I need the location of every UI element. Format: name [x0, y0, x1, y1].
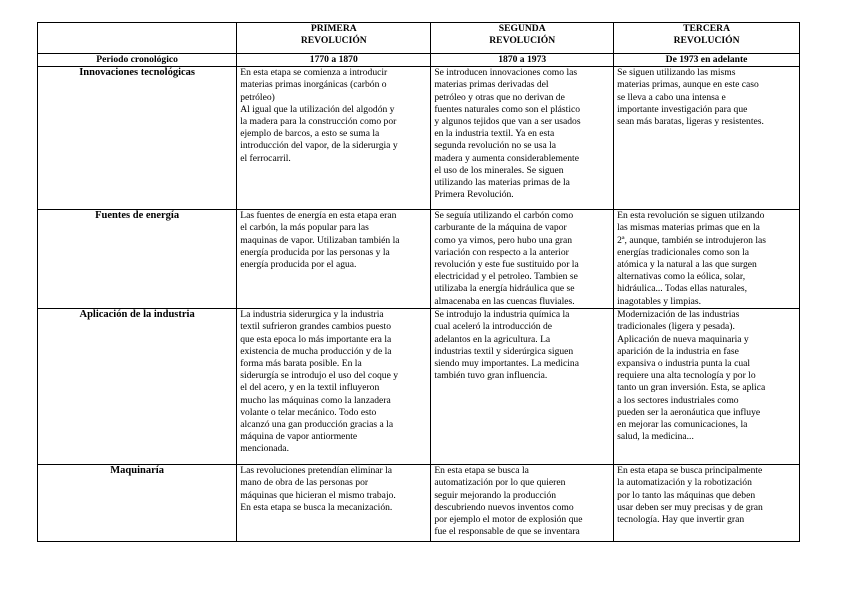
- cell-text-line: como ya vimos, pero hubo una gran: [434, 234, 573, 246]
- header-tercera-line2: REVOLUCIÓN: [673, 35, 740, 47]
- cell-text-line: En esta etapa se busca la mecanización.: [240, 501, 393, 513]
- cell-primera: [237, 309, 431, 465]
- cell-tercera: [614, 309, 800, 465]
- cell-text-line: y algunos tejidos que van a ser usados: [434, 116, 581, 128]
- header-empty-cell: [38, 23, 237, 54]
- header-row: [38, 23, 800, 54]
- cell-text-line: variación con respecto a la anterior: [434, 246, 569, 258]
- cell-text-line: industrias textil y siderúrgica siguen: [434, 345, 574, 357]
- cell-text-line: a los sectores industriales como: [617, 394, 739, 406]
- cell-text-line: salud, la medicina...: [617, 431, 694, 443]
- table-row: [38, 210, 800, 309]
- cell-text-line: forma más barata posible. En la: [240, 358, 362, 370]
- cell-text-line: introducción del vapor, de la siderurgia y: [240, 140, 398, 152]
- periodo-primera: 1770 a 1870: [237, 54, 431, 67]
- header-primera-line1: PRIMERA: [310, 23, 357, 34]
- cell-text-line: La industria siderurgica y la industria: [240, 309, 384, 321]
- cell-text-line: materias primas, aunque en este caso: [617, 79, 759, 91]
- cell-text-line: utilizaba la energía hidráulica que se: [434, 283, 575, 295]
- row-label: Aplicación de la industria: [38, 309, 237, 465]
- cell-text-line: el carbón, la más popular para las: [240, 222, 369, 234]
- cell-text-line: revolución y este fue sustituido por la: [434, 259, 579, 271]
- cell-text-line: maquinas de vapor. Utilizaban también la: [240, 234, 400, 246]
- cell-text-line: energía producida por el agua.: [240, 259, 357, 271]
- cell-text-line: también tuvo gran influencia.: [434, 370, 548, 382]
- table-row: [38, 309, 800, 465]
- cell-text-line: sean más baratas, ligeras y resistentes.: [617, 116, 764, 128]
- cell-text-line: la madera para la construcción como por: [240, 116, 397, 128]
- cell-text-line: expansiva o industria punta la cual: [617, 358, 751, 370]
- cell-text-line: cual aceleró la introducción de: [434, 321, 553, 333]
- cell-text-line: materias primas derivadas del: [434, 79, 549, 91]
- cell-text-line: En esta etapa se busca principalmente: [617, 465, 763, 477]
- table-row: [38, 465, 800, 542]
- cell-text-line: Las revoluciones pretendían eliminar la: [240, 465, 393, 477]
- header-segunda-line2: REVOLUCIÓN: [489, 35, 556, 47]
- cell-text-line: el del acero, y en la textil influyeron: [240, 382, 380, 394]
- header-segunda: [431, 23, 614, 54]
- cell-text-line: Modernización de las industrias: [617, 309, 740, 321]
- cell-text-line: segunda revolución no se usa la: [434, 140, 557, 152]
- cell-primera: [237, 210, 431, 309]
- cell-text-line: adelantos en la agricultura. La: [434, 333, 551, 345]
- cell-text-line: fue el responsable de que se inventara: [434, 526, 580, 538]
- cell-text-line: ejemplo de barcos, a esto se suma la: [240, 128, 380, 140]
- cell-text-line: Aplicación de nueva maquinaria y: [617, 333, 749, 345]
- cell-text-line: Se siguen utilizando las misms: [617, 67, 736, 79]
- cell-text-line: máquina de vapor antiormente: [240, 431, 358, 443]
- cell-text-line: En esta etapa se comienza a introducir: [240, 67, 388, 79]
- cell-text-line: tanto un gran inversión. Esta, se aplica: [617, 382, 766, 394]
- cell-segunda: [431, 67, 614, 210]
- cell-text-line: por lo tanto las máquinas que deben: [617, 489, 756, 501]
- cell-text-line: el ferrocarril.: [240, 152, 291, 164]
- cell-text-line: inagotables y limpias.: [617, 295, 702, 307]
- cell-text-line: En esta revolución se siguen utilzando: [617, 210, 765, 222]
- periodo-tercera: De 1973 en adelante: [614, 54, 800, 67]
- cell-segunda: [431, 465, 614, 542]
- cell-text-line: En esta etapa se busca la: [434, 465, 529, 477]
- table-row: [38, 67, 800, 210]
- cell-text-line: tecnología. Hay que invertir gran: [617, 514, 745, 526]
- cell-text-line: utilizando las materias primas de la: [434, 177, 570, 189]
- cell-text-line: mucho las máquinas como la lanzadera: [240, 394, 391, 406]
- cell-text-line: madera y aumenta considerablemente: [434, 152, 579, 164]
- cell-text-line: las mismas materias primas que en la: [617, 222, 760, 234]
- cell-primera: [237, 465, 431, 542]
- cell-text-line: Las fuentes de energía en esta etapa eran: [240, 210, 397, 222]
- cell-text-line: electricidad y el petroleo. Tambien se: [434, 271, 578, 283]
- cell-text-line: materias primas inorgánicas (carbón o: [240, 79, 387, 91]
- cell-text-line: automatización por lo que quieren: [434, 477, 566, 489]
- periodo-row: [38, 54, 800, 67]
- cell-text-line: existencia de mucha producción y de la: [240, 345, 392, 357]
- cell-tercera: [614, 465, 800, 542]
- cell-text-line: siderurgía se introdujo el uso del coque y: [240, 370, 399, 382]
- cell-tercera: [614, 210, 800, 309]
- cell-text-line: se lleva a cabo una intensa e: [617, 91, 726, 103]
- cell-text-line: volante o telar mecánico. Todo esto: [240, 406, 377, 418]
- cell-tercera: [614, 67, 800, 210]
- header-primera: [237, 23, 431, 54]
- cell-text-line: Se seguía utilizando el carbón como: [434, 210, 574, 222]
- cell-text-line: requiere una alta tecnología y por lo: [617, 370, 756, 382]
- cell-text-line: 2ª, aunque, también se introdujeron las: [617, 234, 767, 246]
- cell-text-line: mencionada.: [240, 443, 289, 455]
- cell-text-line: la automatización y la robotización: [617, 477, 752, 489]
- cell-text-line: hidráulica... Todas ellas naturales,: [617, 283, 748, 295]
- cell-text-line: en mejorar las comunicaciones, la: [617, 419, 748, 431]
- cell-text-line: aparición de la industria en fase: [617, 345, 739, 357]
- periodo-segunda: 1870 a 1973: [431, 54, 614, 67]
- cell-text-line: alternativas como la eólica, solar,: [617, 271, 746, 283]
- cell-text-line: alcanzó una gan producción gracias a la: [240, 419, 394, 431]
- cell-text-line: Primera Revolución.: [434, 189, 514, 201]
- header-tercera: [614, 23, 800, 54]
- cell-text-line: carburante de la máquina de vapor: [434, 222, 567, 234]
- cell-text-line: petróleo y otras que no derivan de: [434, 91, 565, 103]
- row-label: Maquinaría: [38, 465, 237, 542]
- cell-text-line: el uso de los minerales. Se siguen: [434, 164, 564, 176]
- cell-text-line: energías tradicionales como son la: [617, 246, 750, 258]
- cell-text-line: pueden ser la aeronáutica que influye: [617, 406, 761, 418]
- cell-text-line: petróleo): [240, 91, 275, 103]
- cell-text-line: por ejemplo el motor de explosión que: [434, 514, 583, 526]
- row-label: Fuentes de energía: [38, 210, 237, 309]
- cell-text-line: en la industria textil. Ya en esta: [434, 128, 555, 140]
- cell-text-line: textil sufrieron grandes cambios puesto: [240, 321, 392, 333]
- row-label: Innovaciones tecnológicas: [38, 67, 237, 210]
- cell-segunda: [431, 210, 614, 309]
- header-segunda-line1: SEGUNDA: [498, 23, 546, 34]
- cell-text-line: máquinas que hicieran el mismo trabajo.: [240, 489, 396, 501]
- cell-text-line: siendo muy importantes. La medicina: [434, 358, 579, 370]
- cell-text-line: mano de obra de las personas por: [240, 477, 369, 489]
- cell-text-line: fuentes naturales como son el plástico: [434, 103, 581, 115]
- cell-text-line: Al igual que la utilización del algodón y: [240, 103, 395, 115]
- cell-text-line: importante investigación para que: [617, 103, 748, 115]
- revolution-comparison-table: [37, 22, 800, 542]
- cell-text-line: Se introdujo la industria química la: [434, 309, 570, 321]
- cell-text-line: descubriendo nuevos inventos como: [434, 501, 574, 513]
- header-primera-line2: REVOLUCIÓN: [300, 35, 367, 47]
- cell-text-line: almacenaba en las cuencas fluviales.: [434, 295, 575, 307]
- cell-segunda: [431, 309, 614, 465]
- cell-primera: [237, 67, 431, 210]
- cell-text-line: seguir mejorando la producción: [434, 489, 557, 501]
- cell-text-line: que esta epoca lo más importante era la: [240, 333, 392, 345]
- cell-text-line: energía producida por las personas y la: [240, 246, 390, 258]
- cell-text-line: atómica y la natural a las que surgen: [617, 259, 757, 271]
- cell-text-line: Se introducen innovaciones como las: [434, 67, 578, 79]
- cell-text-line: tradicionales (ligera y pesada).: [617, 321, 735, 333]
- periodo-label: Periodo cronológico: [38, 54, 237, 67]
- cell-text-line: usar deben ser muy precisas y de gran: [617, 501, 763, 513]
- header-tercera-line1: TERCERA: [683, 23, 731, 34]
